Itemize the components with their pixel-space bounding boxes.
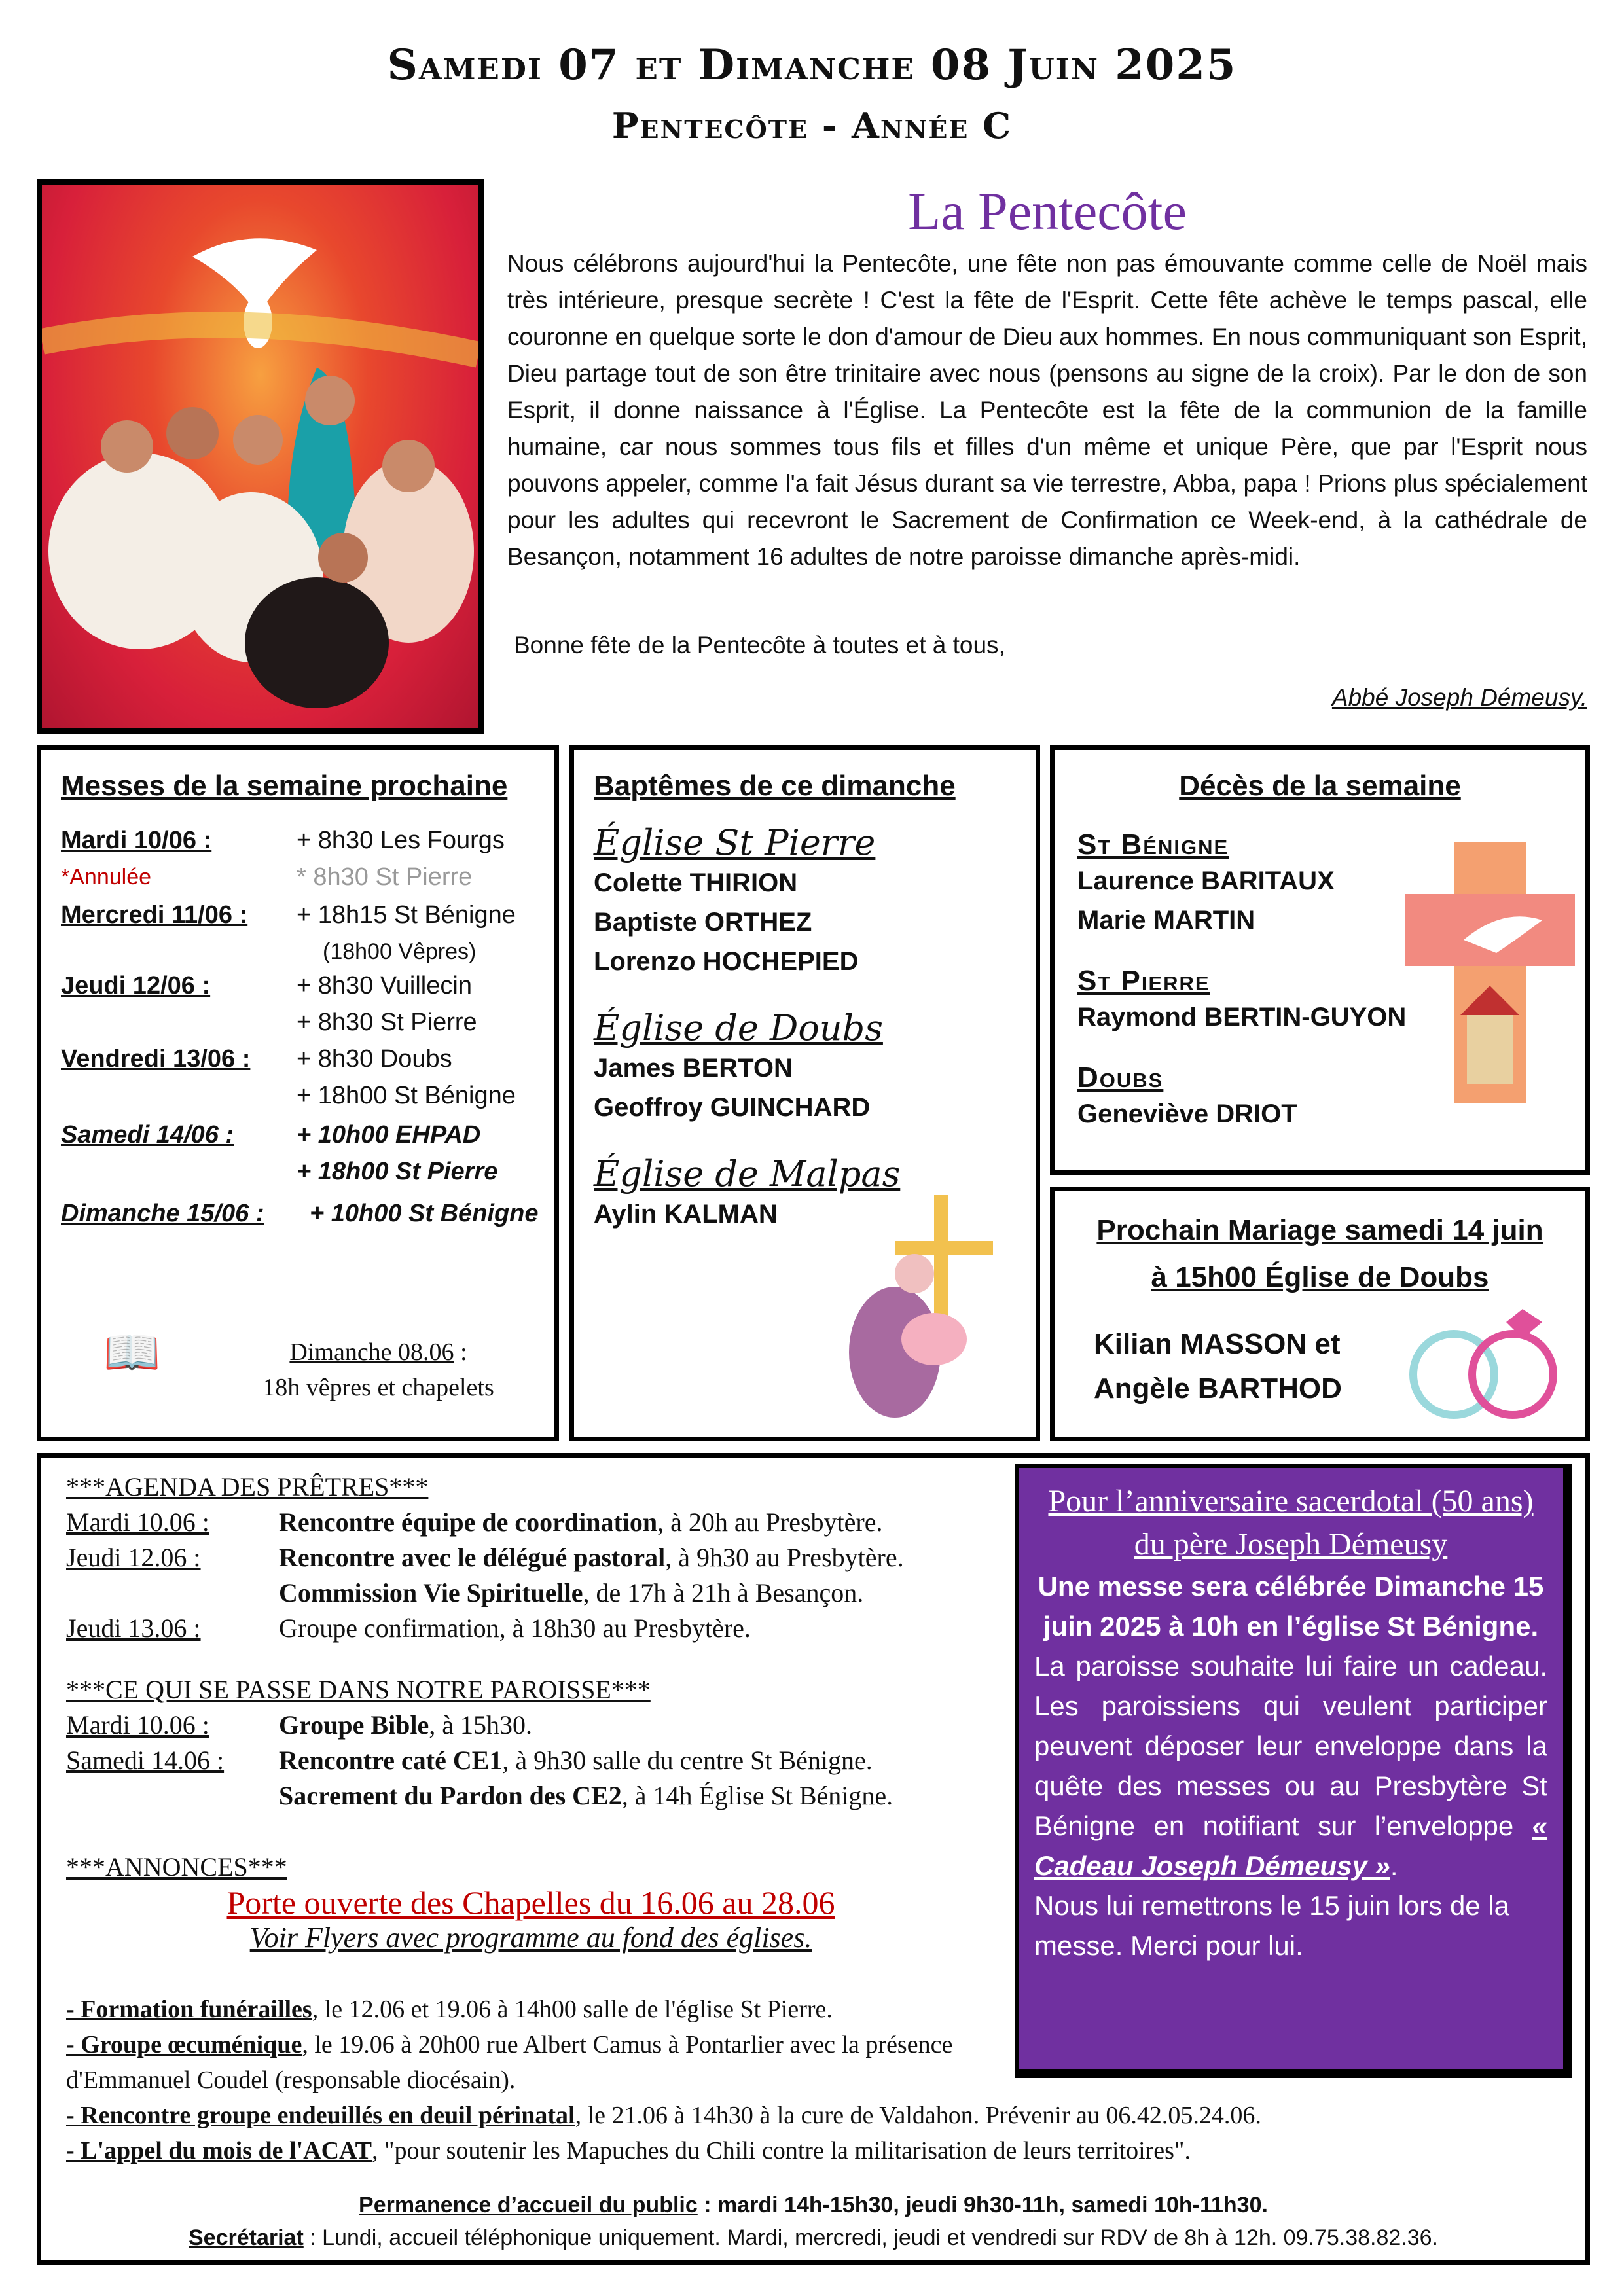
pentecost-illustration bbox=[37, 179, 484, 734]
mass-item: + 18h00 St Pierre bbox=[297, 1158, 498, 1185]
wedding-rings-icon bbox=[1401, 1309, 1572, 1430]
person-name: Aylin KALMAN bbox=[594, 1200, 778, 1229]
mass-day: Mercredi 11/06 : bbox=[61, 901, 248, 929]
mass-item: + 10h00 St Bénigne bbox=[310, 1200, 539, 1227]
anniversary-end: Nous lui remettrons le 15 juin lors de la messe. Merci pour lui. bbox=[1034, 1890, 1510, 1961]
person-name: Laurence BARITAUX bbox=[1077, 867, 1335, 895]
row-text bbox=[279, 1540, 904, 1575]
row-text bbox=[279, 1743, 873, 1778]
row-day: Mardi 10.06 : bbox=[66, 1710, 209, 1740]
row-rest: , à 15h30. bbox=[429, 1710, 533, 1740]
row-rest: Groupe confirmation, à 18h30 au Presbytère. bbox=[279, 1613, 751, 1643]
baptemes-title: Baptêmes de ce dimanche bbox=[594, 770, 956, 802]
intro-paragraph: Nous célébrons aujourd'hui la Pentecôte, une fête non pas émouvante comme celle de Noël mais très intérieure, presque secrète ! C'est la fête de l'Esprit. Cette fête achève le temps pascal, elle couronne en quelque sorte le don d'amour de Dieu aux hommes. En nous communiquant son Esprit, Dieu partage tout de son être trinitaire avec nous (pensons au signe de la croix). Par le don de son Esprit, il donne naissance à l'Église. La Pentecôte est la fête de la communion de la famille humaine, car nous sommes tous fils et filles d'un même et unique Père, que par l'Esprit nous pouvons appeler, comme l'a fait Jésus durant sa vie terrestre, Abba, papa ! Prions plus spécialement pour les adultes qui recevront le Sacrement de Confirmation ce Week-end, à la cathédrale de Besançon, notamment 16 adultes de notre paroisse dimanche après-midi. bbox=[507, 250, 1587, 570]
permanence-text: : mardi 14h-15h30, jeudi 9h30-11h, samedi 10h-11h30. bbox=[697, 2193, 1268, 2217]
person-name: Colette THIRION bbox=[594, 869, 798, 897]
note-title: Dimanche 08.06 bbox=[289, 1338, 454, 1366]
row-rest: , de 17h à 21h à Besançon. bbox=[583, 1578, 864, 1607]
secretariat-label: Secrétariat bbox=[189, 2225, 304, 2250]
announcement-item bbox=[66, 2098, 1565, 2133]
mass-day: *Annulée bbox=[61, 865, 152, 889]
secretariat-text: : Lundi, accueil téléphonique uniquement. Mardi, mercredi, jeudi et vendredi sur RDV de 8h à 12h. 09.75.38.82.36. bbox=[303, 2225, 1438, 2250]
church-name: Église de Malpas bbox=[594, 1153, 901, 1194]
announcement-item bbox=[66, 2027, 1022, 2098]
person-name: Lorenzo HOCHEPIED bbox=[594, 947, 859, 976]
baptemes-box bbox=[569, 745, 1040, 1441]
mass-day: Dimanche 15/06 : bbox=[61, 1200, 264, 1227]
greeting: Bonne fête de la Pentecôte à toutes et à tous, bbox=[514, 632, 1005, 658]
schedule-row bbox=[66, 1708, 1035, 1743]
row-text bbox=[279, 1778, 893, 1814]
cross-dove-icon bbox=[1405, 842, 1575, 1107]
mariage-line2: à 15h00 Église de Doubs bbox=[1151, 1261, 1489, 1293]
deces-title: Décès de la semaine bbox=[1179, 770, 1461, 802]
mass-day: Jeudi 12/06 : bbox=[61, 972, 211, 999]
church-name: Église St Pierre bbox=[594, 822, 876, 863]
church-name: St Bénigne bbox=[1077, 829, 1229, 861]
row-day: Jeudi 13.06 : bbox=[66, 1613, 201, 1643]
anniversary-title: Pour l’anniversaire sacerdotal (50 ans) du père Joseph Démeusy bbox=[1048, 1484, 1534, 1562]
announcement-label: - Rencontre groupe endeuillés en deuil périnatal bbox=[66, 2102, 575, 2129]
person-name: James BERTON bbox=[594, 1054, 793, 1083]
anniversary-mass: Une messe sera célébrée Dimanche 15 juin 2025 à 10h en l’église St Bénigne. bbox=[1038, 1571, 1544, 1641]
gift-label: « Cadeau Joseph Démeusy » bbox=[1034, 1810, 1548, 1881]
person-name: Geoffroy GUINCHARD bbox=[594, 1093, 871, 1122]
row-bold: Commission Vie Spirituelle bbox=[279, 1578, 583, 1607]
mass-item: (18h00 Vêpres) bbox=[323, 939, 477, 964]
mass-item: * 8h30 St Pierre bbox=[297, 863, 473, 891]
row-day: Mardi 10.06 : bbox=[66, 1507, 209, 1537]
mass-item: + 8h30 Les Fourgs bbox=[297, 827, 505, 854]
signature: Abbé Joseph Démeusy. bbox=[1331, 684, 1587, 711]
flyers-note: Voir Flyers avec programme au fond des églises. bbox=[249, 1922, 812, 1954]
announcement-text: , le 12.06 et 19.06 à 14h00 salle de l'église St Pierre. bbox=[312, 1996, 833, 2023]
row-text bbox=[279, 1505, 883, 1540]
mass-item: + 18h00 St Bénigne bbox=[297, 1082, 516, 1109]
mass-item: + 8h30 Doubs bbox=[297, 1045, 452, 1073]
church-name: St Pierre bbox=[1077, 965, 1210, 997]
row-rest: , à 9h30 salle du centre St Bénigne. bbox=[502, 1746, 873, 1775]
anniversary-box: Pour l’anniversaire sacerdotal (50 ans) du père Joseph Démeusy Une messe sera célébrée Dimanche 15 juin 2025 à 10h en l’église St Bénigne. La paroisse souhaite lui faire un cadeau. Les paroissiens qui veulent participer peuvent déposer leur enveloppe dans la quête des messes ou au Presbytère St Bénigne en notifiant sur l’enveloppe « Cadeau Joseph Démeusy ». Nous lui remettrons le 15 juin lors de la messe. Merci pour lui. bbox=[1015, 1464, 1572, 2078]
section-heading: La Pentecôte bbox=[908, 181, 1187, 241]
schedule-row bbox=[66, 1778, 1035, 1814]
person-name: Marie MARTIN bbox=[1077, 906, 1255, 935]
couple-line2: Angèle BARTHOD bbox=[1094, 1372, 1342, 1405]
row-rest: , à 14h Église St Bénigne. bbox=[621, 1781, 893, 1810]
permanence-label: Permanence d’accueil du public bbox=[359, 2193, 698, 2217]
announcement-text: , le 19.06 à 20h00 rue Albert Camus à Pontarlier avec la présence d'Emmanuel Coudel (responsable diocésain). bbox=[66, 2031, 953, 2094]
couple-line1: Kilian MASSON et bbox=[1094, 1328, 1341, 1360]
mass-day: Vendredi 13/06 : bbox=[61, 1045, 251, 1073]
paroisse-title: ***CE QUI SE PASSE DANS NOTRE PAROISSE*** bbox=[66, 1675, 651, 1704]
announcement-text: , "pour soutenir les Mapuches du Chili contre la militarisation de leurs territoires". bbox=[371, 2137, 1191, 2164]
row-rest: , à 9h30 au Presbytère. bbox=[665, 1543, 904, 1572]
bottom-box bbox=[37, 1453, 1590, 2265]
mass-day: Mardi 10/06 : bbox=[61, 827, 212, 854]
bible-icon: 📖 bbox=[103, 1327, 161, 1378]
schedule-row bbox=[66, 1575, 1035, 1611]
row-bold: Groupe Bible bbox=[279, 1710, 429, 1740]
person-name: Baptiste ORTHEZ bbox=[594, 908, 812, 937]
mariage-box bbox=[1050, 1187, 1590, 1441]
deces-box bbox=[1050, 745, 1590, 1175]
mass-item: + 8h30 Vuillecin bbox=[297, 972, 472, 999]
mass-day: Samedi 14/06 : bbox=[61, 1121, 234, 1149]
row-day: Samedi 14.06 : bbox=[66, 1746, 225, 1775]
row-bold: Rencontre caté CE1 bbox=[279, 1746, 503, 1775]
note-text: 18h vêpres et chapelets bbox=[262, 1374, 494, 1401]
annonces-title: ***ANNONCES*** bbox=[66, 1852, 287, 1882]
schedule-row bbox=[66, 1505, 1035, 1540]
row-rest: , à 20h au Presbytère. bbox=[657, 1507, 883, 1537]
row-bold: Rencontre avec le délégué pastoral bbox=[279, 1543, 666, 1572]
anniversary-text: La paroisse souhaite lui faire un cadeau. Les paroissiens qui veulent participer peuvent déposer leur enveloppe dans la quête des messes ou au Presbytère St Bénigne en notifiant sur l’enveloppe bbox=[1034, 1651, 1547, 1841]
announcement-label: - Formation funérailles bbox=[66, 1996, 312, 2023]
mass-item: + 18h15 St Bénigne bbox=[297, 901, 516, 929]
dove-and-apostles-image bbox=[42, 185, 478, 728]
announcement-label: - L'appel du mois de l'ACAT bbox=[66, 2137, 372, 2164]
schedule-row bbox=[66, 1540, 1035, 1575]
row-text bbox=[279, 1708, 532, 1743]
church-name: Doubs bbox=[1077, 1062, 1164, 1094]
messes-title: Messes de la semaine prochaine bbox=[61, 770, 508, 802]
mass-item: + 10h00 EHPAD bbox=[297, 1121, 481, 1149]
chapelles-highlight: Porte ouverte des Chapelles du 16.06 au 28.06 bbox=[226, 1884, 835, 1921]
family-cross-icon bbox=[836, 1195, 1019, 1421]
agenda-title: ***AGENDA DES PRÊTRES*** bbox=[66, 1472, 429, 1501]
mass-item: + 8h30 St Pierre bbox=[297, 1009, 477, 1036]
messes-box: Messes de la semaine prochaine Mardi 10/06 : + 8h30 Les Fourgs *Annulée * 8h30 St Pierre Mercredi 11/06 : + 18h15 St Bénigne (18h00 Vêpres) Jeudi 12/06 : + 8h30 Vuillecin + 8h30 St Pierre Vendredi 13/06 : + 8h30 Doubs + 18h00 St Bénigne Samedi 14/06 : + 10h00 EHPAD + 18h00 St Pierre Dimanche 15/06 : + 10h00 St Bénigne 📖 Dimanche 08.06 : 18h vêpres et chapelets bbox=[37, 745, 559, 1441]
announcement-text: , le 21.06 à 14h30 à la cure de Valdahon. Prévenir au 06.42.05.24.06. bbox=[575, 2102, 1261, 2129]
row-bold: Sacrement du Pardon des CE2 bbox=[279, 1781, 622, 1810]
announcement-label: - Groupe œcuménique bbox=[66, 2031, 302, 2058]
church-name: Église de Doubs bbox=[594, 1007, 883, 1049]
mariage-line1: Prochain Mariage samedi 14 juin bbox=[1096, 1214, 1543, 1246]
schedule-row bbox=[66, 1611, 1035, 1646]
person-name: Raymond BERTIN-GUYON bbox=[1077, 1003, 1407, 1031]
page-subtitle: Pentecôte - Année C bbox=[611, 105, 1013, 147]
person-name: Geneviève DRIOT bbox=[1077, 1100, 1297, 1128]
row-text bbox=[279, 1575, 863, 1611]
announcement-item bbox=[66, 2133, 1565, 2168]
row-day: Jeudi 12.06 : bbox=[66, 1543, 201, 1572]
schedule-row bbox=[66, 1743, 1035, 1778]
page-title: Samedi 07 et Dimanche 08 Juin 2025 bbox=[387, 41, 1237, 90]
row-text bbox=[279, 1611, 751, 1646]
row-bold: Rencontre équipe de coordination bbox=[279, 1507, 658, 1537]
